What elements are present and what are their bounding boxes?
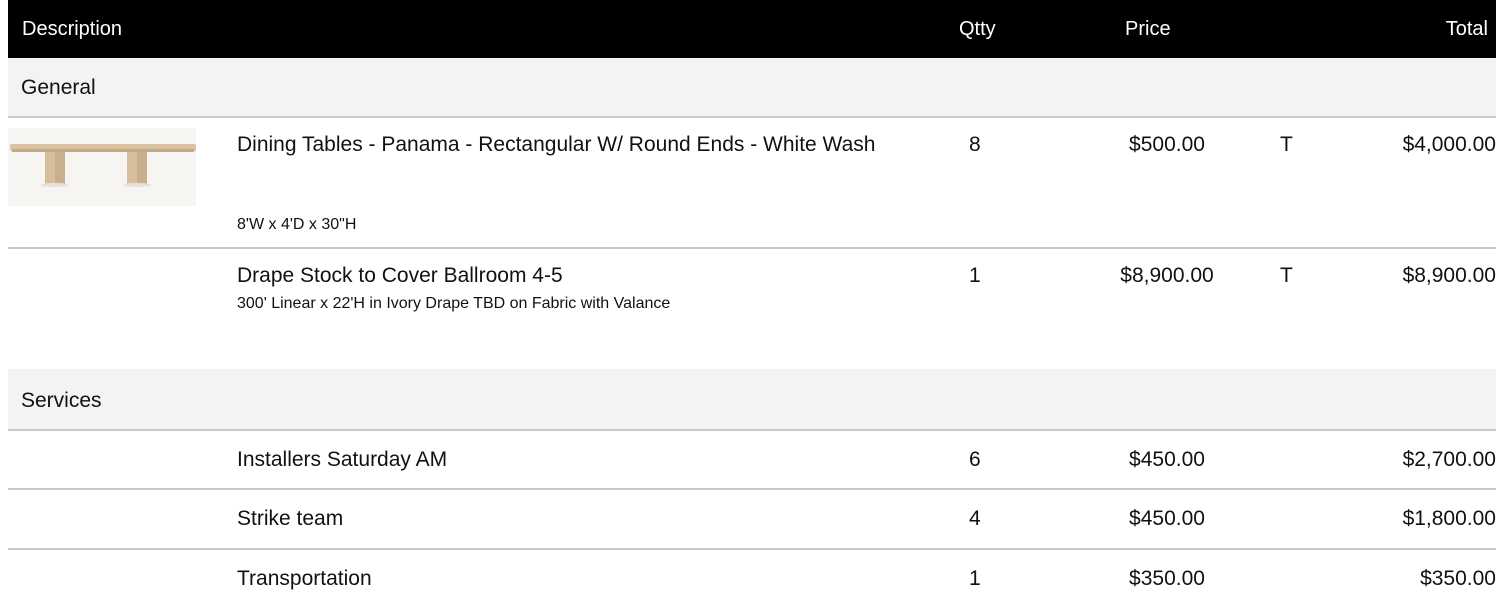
item-qty: 8 (969, 133, 981, 156)
section-title: General (21, 76, 96, 99)
table-row[interactable] (8, 490, 1496, 550)
item-name: Installers Saturday AM (237, 448, 448, 471)
header-price: Price (1125, 18, 1171, 40)
header-qty: Qtty (959, 18, 996, 40)
table-row[interactable] (8, 118, 1496, 249)
section-title: Services (21, 389, 102, 412)
item-total: $1,800.00 (1402, 507, 1496, 530)
item-price: $350.00 (1129, 567, 1205, 590)
item-qty: 6 (969, 448, 981, 471)
item-tax-flag: T (1280, 133, 1293, 156)
item-name: Strike team (237, 507, 344, 530)
item-note: 8'W x 4'D x 30"H (237, 216, 357, 233)
item-price: $500.00 (1129, 133, 1205, 156)
table-row[interactable] (8, 431, 1496, 490)
item-qty: 1 (969, 567, 981, 590)
table-row[interactable] (8, 249, 1496, 369)
item-total: $2,700.00 (1402, 448, 1496, 471)
section-services (8, 369, 1496, 431)
item-tax-flag: T (1280, 264, 1293, 287)
item-price: $450.00 (1129, 448, 1205, 471)
item-name: Dining Tables - Panama - Rectangular W/ Round Ends - White Wash (237, 133, 876, 156)
item-total: $8,900.00 (1402, 264, 1496, 287)
item-qty: 4 (969, 507, 981, 530)
section-general (8, 58, 1496, 118)
item-qty: 1 (969, 264, 981, 287)
table-header (8, 0, 1496, 58)
item-name: Transportation (237, 567, 372, 590)
item-note: 300' Linear x 22'H in Ivory Drape TBD on Fabric with Valance (237, 295, 671, 312)
table-row[interactable] (8, 550, 1496, 598)
item-name: Drape Stock to Cover Ballroom 4-5 (237, 264, 563, 287)
item-price: $8,900.00 (1120, 264, 1214, 287)
item-total: $4,000.00 (1402, 133, 1496, 156)
item-price: $450.00 (1129, 507, 1205, 530)
dining-table-photo (8, 128, 196, 206)
header-total: Total (1445, 18, 1488, 40)
header-description: Description (22, 18, 123, 40)
item-total: $350.00 (1420, 567, 1496, 590)
